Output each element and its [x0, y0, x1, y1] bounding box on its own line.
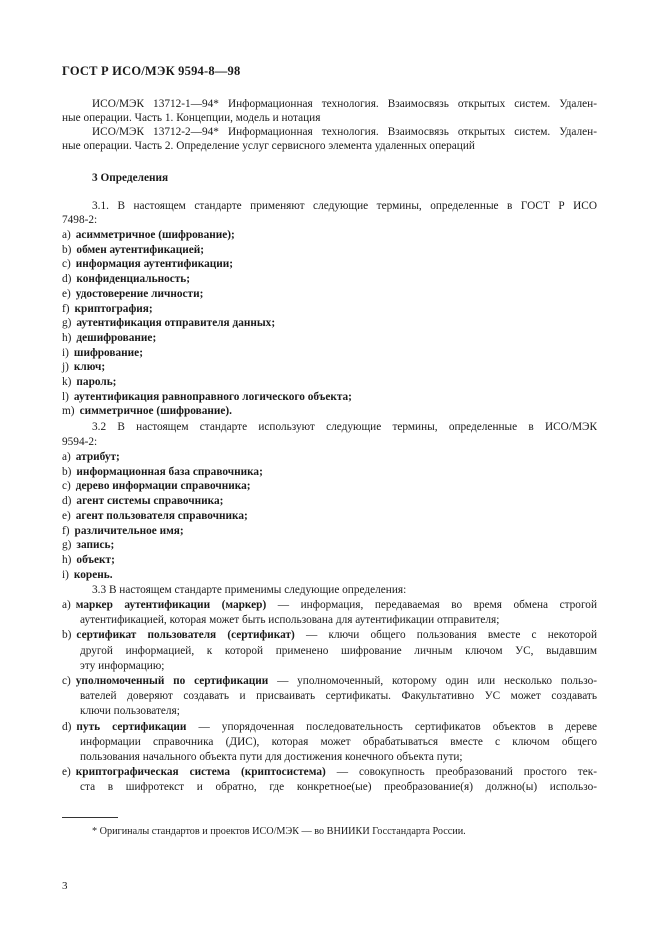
- footnote-rule: [62, 817, 118, 818]
- ref-1-line-1: ИСО/МЭК 13712-1—94* Информационная технология. Взаимосвязь открытых систем. Удален-: [92, 98, 597, 110]
- list-item-prefix: g): [62, 317, 72, 330]
- list-item-term: симметричное (шифрование).: [79, 405, 232, 418]
- list-item-prefix: j): [62, 361, 69, 374]
- definition-item: [62, 598, 597, 612]
- document-header: ГОСТ Р ИСО/МЭК 9594-8—98: [62, 64, 241, 78]
- list-item-prefix: b): [62, 243, 72, 256]
- paragraph-3-2-line-1: 3.2 В настоящем стандарте используют следующие термины, определенные в ИСО/МЭК: [92, 421, 597, 433]
- list-item-term: атрибут;: [75, 451, 120, 463]
- list-item-prefix: c): [62, 480, 71, 493]
- list-item: [62, 346, 143, 360]
- paragraph-3-2-line-2: 9594-2:: [62, 436, 98, 448]
- list-item-term: ключ;: [73, 361, 106, 374]
- paragraph-3-3: 3.3 В настоящем стандарте применимы следующие определения:: [92, 584, 407, 596]
- definition-item: [62, 720, 597, 734]
- definition-continuation: информации справочника (ДИС), которая может обрабатываться вместе с ключом общего: [80, 735, 597, 748]
- list-item: [62, 450, 120, 464]
- definition-term: сертификат пользователя (сертификат): [76, 629, 295, 642]
- list-item-prefix: d): [62, 495, 72, 508]
- ref-1-line-2: ные операции. Часть 1. Концепции, модель и нотация: [62, 112, 321, 124]
- definition-text: — ключи общего пользования вместе с некоторой: [294, 629, 597, 642]
- list-item-term: пароль;: [76, 376, 117, 388]
- definition-text: — информация, передаваемая во время обмена строгой: [266, 599, 597, 611]
- definition-prefix: c): [62, 675, 71, 687]
- page-number: 3: [62, 880, 68, 892]
- list-item-prefix: e): [62, 287, 71, 300]
- definition-continuation: ста в шифротекст и обратно, где конкретное(ые) преобразование(я) должно(ы) использо-: [80, 781, 597, 794]
- definition-item: [62, 765, 597, 779]
- list-item-term: агент системы справочника;: [76, 495, 224, 508]
- list-item: [62, 404, 232, 418]
- list-item-prefix: d): [62, 273, 72, 286]
- list-item-prefix: e): [62, 509, 71, 522]
- definition-prefix: e): [62, 766, 71, 779]
- definition-text: — уполномоченный, которому один или несколько пользо-: [268, 675, 598, 687]
- list-item-term: различительное имя;: [74, 524, 184, 537]
- list-item: [62, 479, 251, 493]
- list-item: [62, 524, 184, 538]
- definition-prefix: а): [62, 599, 71, 611]
- list-item-prefix: i): [62, 568, 69, 581]
- footnote: * Оригиналы стандартов и проектов ИСО/МЭК — во ВНИИКИ Госстандарта России.: [92, 826, 466, 837]
- list-item-term: запись;: [76, 539, 115, 552]
- paragraph-3-1-line-1: 3.1. В настоящем стандарте применяют следующие термины, определенные в ГОСТ Р ИСО: [92, 200, 597, 212]
- list-item: [62, 390, 352, 404]
- list-item-term: удостоверение личности;: [75, 287, 204, 300]
- definition-continuation: эту информацию;: [80, 659, 165, 672]
- ref-2-line-2: ные операции. Часть 2. Определение услуг сервисного элемента удаленных операций: [62, 140, 475, 152]
- list-item-prefix: m): [62, 405, 75, 418]
- list-item-prefix: c): [62, 258, 71, 271]
- list-item-term: конфиденциальность;: [76, 273, 191, 286]
- definition-continuation: вателей доверяют создавать и присваивать сертификаты. Факультативно УС может создавать: [80, 690, 597, 703]
- paragraph-3-1-line-2: 7498-2:: [62, 214, 98, 226]
- list-item: [62, 360, 105, 374]
- definition-text: — совокупность преобразований простого тек-: [325, 766, 597, 779]
- list-item-prefix: а): [62, 451, 71, 463]
- list-item-prefix: f): [62, 524, 70, 537]
- list-item-term: агент пользователя справочника;: [75, 509, 248, 522]
- list-item: [62, 257, 233, 271]
- list-item-term: информация аутентификации;: [75, 258, 234, 271]
- list-item: [62, 331, 156, 345]
- definition-prefix: d): [62, 720, 72, 733]
- list-item-term: дерево информации справочника;: [75, 480, 251, 493]
- list-item-prefix: h): [62, 331, 72, 344]
- definition-continuation: пользования начального объекта пути для достижения конечного объекта пути;: [80, 751, 463, 763]
- definition-prefix: b): [62, 629, 72, 642]
- list-item-term: корень.: [73, 568, 113, 581]
- list-item-term: информационная база справочника;: [76, 465, 263, 478]
- definition-text: — упорядоченная последовательность сертификатов объектов в дереве: [186, 720, 597, 733]
- definition-term: маркер аутентификации (маркер): [75, 599, 267, 611]
- list-item: [62, 375, 116, 389]
- list-item: [62, 243, 204, 257]
- definition-continuation: другой информацией, к которой применено шифрование личным ключом УС, выдавшим: [80, 644, 597, 657]
- list-item-prefix: l): [62, 390, 69, 403]
- list-item-term: обмен аутентификацией;: [76, 243, 205, 256]
- list-item-term: асимметричное (шифрование);: [75, 229, 235, 241]
- list-item-term: аутентификация отправителя данных;: [76, 317, 276, 330]
- list-item-prefix: f): [62, 302, 70, 315]
- list-item-prefix: b): [62, 465, 72, 478]
- list-item: [62, 553, 115, 567]
- definition-continuation: ключи пользователя;: [80, 705, 180, 718]
- list-item-prefix: k): [62, 376, 72, 388]
- list-item: [62, 509, 248, 523]
- section-title: 3 Определения: [92, 172, 169, 184]
- list-item: [62, 494, 223, 508]
- list-item: [62, 568, 113, 582]
- list-item: [62, 538, 114, 552]
- list-item-prefix: i): [62, 346, 69, 359]
- list-item-prefix: а): [62, 229, 71, 241]
- list-item: [62, 465, 263, 479]
- list-item-prefix: g): [62, 539, 72, 552]
- list-item: [62, 228, 235, 242]
- definition-term: криптографическая система (криптосистема): [75, 766, 326, 779]
- definition-item: [62, 628, 597, 642]
- definition-term: уполномоченный по сертификации: [75, 675, 269, 687]
- ref-2-line-1: ИСО/МЭК 13712-2—94* Информационная технология. Взаимосвязь открытых систем. Удален-: [92, 126, 597, 138]
- list-item: [62, 287, 203, 301]
- list-item: [62, 302, 153, 316]
- list-item-term: аутентификация равноправного логического объекта;: [73, 390, 352, 403]
- list-item-term: шифрование;: [73, 346, 143, 359]
- list-item-term: дешифрование;: [76, 331, 157, 344]
- list-item: [62, 272, 190, 286]
- list-item-term: объект;: [76, 553, 115, 566]
- list-item-prefix: h): [62, 553, 72, 566]
- definition-continuation: аутентификацией, которая может быть использована для аутентификации отправителя;: [80, 614, 500, 627]
- definition-term: путь сертификации: [76, 720, 187, 733]
- list-item: [62, 316, 275, 330]
- definition-item: [62, 674, 597, 688]
- list-item-term: криптография;: [74, 302, 153, 315]
